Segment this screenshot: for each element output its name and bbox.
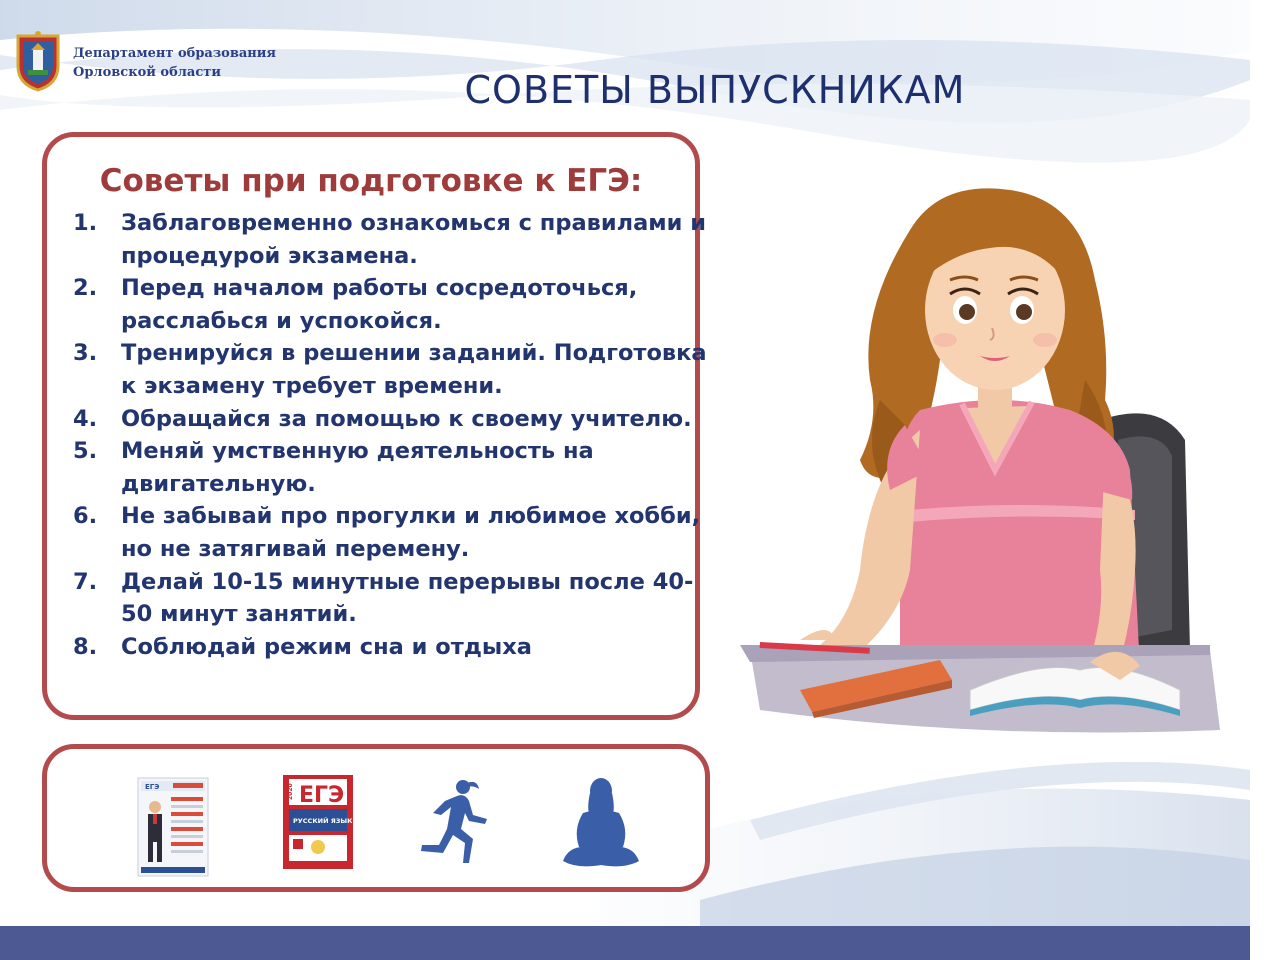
tip-item [73, 272, 713, 337]
tip-text: Не забывай про прогулки и любимое хобби, но не затягивай перемену. [121, 503, 701, 562]
tips-heading: Советы при подготовке к ЕГЭ: [99, 163, 643, 199]
tips-list [73, 207, 713, 663]
tip-number: 3. [73, 340, 98, 367]
tip-number: 1. [73, 210, 98, 236]
tip-item [73, 500, 713, 565]
meditation-icon [559, 777, 643, 873]
tip-number: 4. [73, 405, 98, 432]
right-blush [1033, 333, 1057, 347]
poster-icon [137, 777, 209, 877]
book-year: 2020 [287, 783, 294, 800]
right-pupil [1016, 304, 1032, 320]
tip-text: Меняй умственную деятельность на двигательную. [121, 438, 594, 497]
department-line-2: Орловской области [73, 65, 221, 80]
tip-item [73, 566, 713, 631]
department-line-1: Департамент образования [73, 46, 277, 61]
tip-item [73, 207, 713, 272]
icons-panel [42, 744, 710, 892]
tip-number: 6. [73, 503, 98, 530]
tip-text: Тренируйся в решении заданий. Подготовка к экзамену требует времени. [121, 340, 707, 399]
tip-number: 2. [73, 275, 98, 302]
left-blush [933, 333, 957, 347]
book-label: ЕГЭ [299, 783, 345, 808]
tip-item [73, 337, 713, 402]
tip-text: Заблаговременно ознакомься с правилами и процедурой экзамена. [121, 210, 707, 269]
left-pupil [959, 304, 975, 320]
tip-text: Делай 10-15 минутные перерывы после 40-50 минут занятий. [121, 568, 694, 628]
book-subject: РУССКИЙ ЯЗЫК [293, 817, 353, 825]
student-girl-illustration [740, 170, 1220, 750]
runner-icon [417, 777, 493, 877]
tip-number: 7. [73, 568, 98, 595]
page-title: СОВЕТЫ ВЫПУСКНИКАМ [464, 68, 966, 112]
footer-bar [0, 926, 1250, 960]
tip-text: Обращайся за помощью к своему учителю. [121, 405, 692, 432]
tip-number: 5. [73, 438, 98, 465]
left-hand [800, 630, 835, 640]
book-icon [283, 775, 353, 869]
tip-number: 8. [73, 633, 98, 660]
poster-label: ЕГЭ [145, 783, 160, 791]
tips-panel [42, 132, 707, 720]
tip-text: Перед началом работы сосредоточься, расслабься и успокойся. [121, 275, 638, 334]
tip-item [73, 435, 713, 500]
tip-item [73, 631, 713, 664]
right-margin-strip [1250, 0, 1270, 960]
tip-text: Соблюдай режим сна и отдыха [121, 633, 532, 660]
tip-item [73, 403, 713, 436]
